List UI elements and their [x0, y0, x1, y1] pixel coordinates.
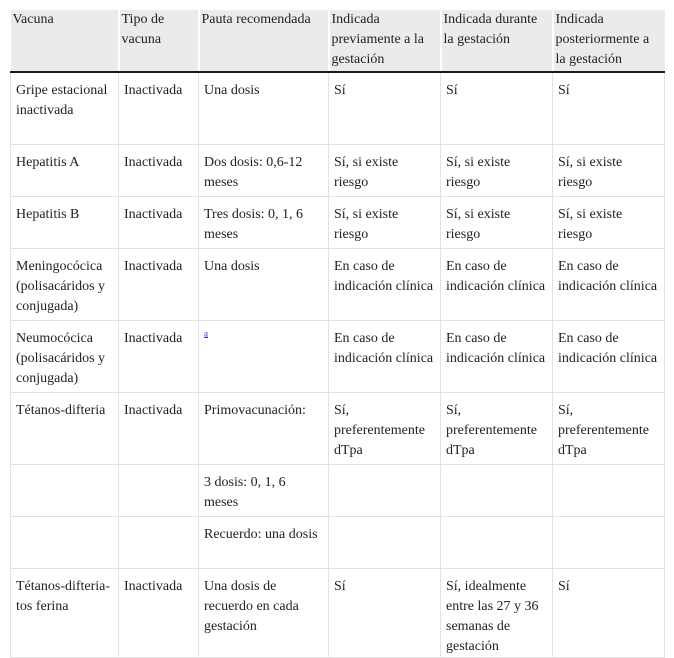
cell-posterior — [553, 465, 665, 517]
cell-tipo — [119, 465, 199, 517]
header-previa: Indicada previamente a la gestación — [329, 10, 441, 72]
cell-posterior: Sí — [553, 569, 665, 658]
table-row — [11, 393, 665, 465]
cell-durante: Sí, preferentemente dTpa — [441, 393, 553, 465]
header-durante: Indicada durante la gestación — [441, 10, 553, 72]
cell-vacuna: Hepatitis A — [11, 145, 119, 197]
table-row — [11, 517, 665, 569]
cell-tipo: Inactivada — [119, 145, 199, 197]
cell-posterior: Sí, si existe riesgo — [553, 197, 665, 249]
cell-pauta: Tres dosis: 0, 1, 6 meses — [199, 197, 329, 249]
cell-vacuna: Hepatitis B — [11, 197, 119, 249]
header-pauta: Pauta recomendada — [199, 10, 329, 72]
cell-vacuna — [11, 465, 119, 517]
table-row — [11, 197, 665, 249]
table-row — [11, 145, 665, 197]
cell-posterior: En caso de indicación clínica — [553, 321, 665, 393]
cell-durante: En caso de indicación clínica — [441, 321, 553, 393]
cell-previa: Sí — [329, 72, 441, 145]
footnote-link[interactable]: a — [204, 328, 208, 339]
cell-pauta: Una dosis de recuerdo en cada gestación — [199, 569, 329, 658]
table-row — [11, 569, 665, 658]
table-row — [11, 465, 665, 517]
cell-tipo: Inactivada — [119, 72, 199, 145]
cell-posterior: Sí, preferentemente dTpa — [553, 393, 665, 465]
cell-vacuna: Gripe estacional inactivada — [11, 72, 119, 145]
cell-previa — [329, 465, 441, 517]
cell-pauta: Dos dosis: 0,6-12 meses — [199, 145, 329, 197]
table-row — [11, 249, 665, 321]
cell-previa: Sí, si existe riesgo — [329, 145, 441, 197]
cell-tipo: Inactivada — [119, 393, 199, 465]
cell-previa: Sí, si existe riesgo — [329, 197, 441, 249]
cell-vacuna: Tétanos-difteria-tos ferina — [11, 569, 119, 658]
header-row — [11, 10, 665, 72]
cell-pauta: Recuerdo: una dosis — [199, 517, 329, 569]
cell-vacuna: Meningocócica (polisacáridos y conjugada) — [11, 249, 119, 321]
table-row — [11, 72, 665, 145]
cell-durante: Sí, si existe riesgo — [441, 197, 553, 249]
header-posterior: Indicada posteriormente a la gestación — [553, 10, 665, 72]
cell-pauta: Una dosis — [199, 249, 329, 321]
cell-vacuna: Tétanos-difteria — [11, 393, 119, 465]
table-row — [11, 321, 665, 393]
cell-durante: Sí, idealmente entre las 27 y 36 semanas de gestación — [441, 569, 553, 658]
cell-durante: Sí — [441, 72, 553, 145]
cell-posterior — [553, 517, 665, 569]
vaccine-table — [10, 10, 665, 658]
cell-previa — [329, 517, 441, 569]
cell-pauta: Primovacunación: — [199, 393, 329, 465]
cell-posterior: Sí, si existe riesgo — [553, 145, 665, 197]
cell-pauta: 3 dosis: 0, 1, 6 meses — [199, 465, 329, 517]
cell-tipo: Inactivada — [119, 569, 199, 658]
cell-posterior: Sí — [553, 72, 665, 145]
cell-durante: En caso de indicación clínica — [441, 249, 553, 321]
header-tipo: Tipo de vacuna — [119, 10, 199, 72]
cell-tipo — [119, 517, 199, 569]
cell-vacuna: Neumocócica (polisacáridos y conjugada) — [11, 321, 119, 393]
header-vacuna: Vacuna — [11, 10, 119, 72]
cell-tipo: Inactivada — [119, 249, 199, 321]
cell-pauta — [199, 321, 329, 393]
cell-durante: Sí, si existe riesgo — [441, 145, 553, 197]
cell-pauta: Una dosis — [199, 72, 329, 145]
cell-durante — [441, 517, 553, 569]
cell-posterior: En caso de indicación clínica — [553, 249, 665, 321]
cell-previa: En caso de indicación clínica — [329, 321, 441, 393]
cell-tipo: Inactivada — [119, 197, 199, 249]
cell-previa: En caso de indicación clínica — [329, 249, 441, 321]
cell-tipo: Inactivada — [119, 321, 199, 393]
cell-previa: Sí — [329, 569, 441, 658]
cell-durante — [441, 465, 553, 517]
cell-previa: Sí, preferentemente dTpa — [329, 393, 441, 465]
cell-vacuna — [11, 517, 119, 569]
